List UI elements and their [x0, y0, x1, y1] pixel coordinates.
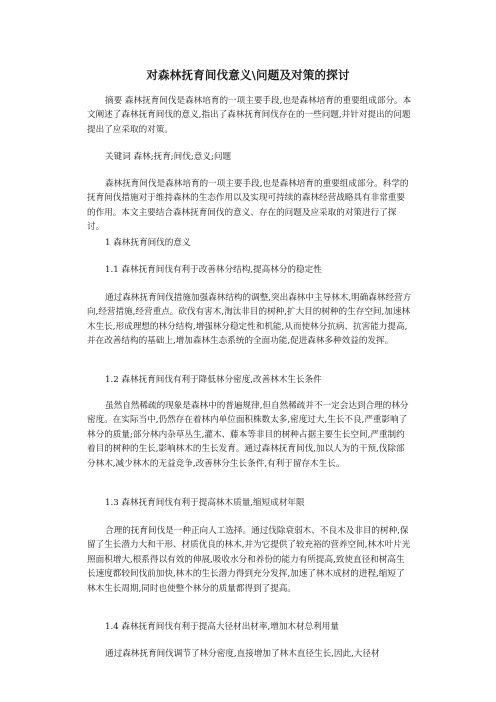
- section-1-heading: 1 森林抚育间伐的意义: [105, 238, 191, 248]
- section-1-4-heading: 1.4 森林抚育间伐有利于提高大径材出材率,增加木材总利用量: [105, 622, 339, 632]
- abstract: [87, 94, 412, 137]
- section-1-2-heading: 1.2 森林抚育间伐有利于降低林分密度,改善林木生长条件: [105, 375, 322, 385]
- section-1-1-text: 通过森林抚育间伐措施加强森林结构的调整,突出森林中主导林木,明确森林经营方向,经营措施,经营重点。砍伐有害木,淘汰非目的树种,扩大目的树种的生存空间,加速林木生长,形成理想的林分结构,增强林分稳定性和机能,从而使林分抗病、抗害能力提高,并在改善结构的基础上,增加森林生态系统的全面功能,促进森林多种效益的发挥。: [87, 293, 412, 347]
- section-1-2-body: [87, 399, 412, 471]
- section-1-3-text: 合理的抚育间伐是一种正向人工选择。通过伐除衰弱木、不良木及非目的树种,保留了生长潜力大和干形、材质优良的林木,并为它提供了较充裕的营养空间,林木叶片光照面积增大,根系得以有效的伸展,吸收水分和养份的能力有所提高,致使直径和树高生长速度都较间伐前加快,林木的生长潜力得到充分发挥,加速了林木成材的进程,缩短了林木生长周期,同时也使整个林分的质量都得到了提高。: [87, 526, 411, 594]
- document-title: 对森林抚育间伐意义\问题及对策的探讨: [146, 68, 350, 82]
- keywords-text: 关键词 森林;抚育;间伐;意义;问题: [105, 152, 232, 162]
- intro-paragraph: [87, 177, 412, 235]
- section-1-3-heading: 1.3 森林抚育间伐有利于提高林木质量,缩短成材年限: [105, 498, 305, 508]
- section-1-1-body: [87, 291, 412, 349]
- section-1-4-text: 通过森林抚育间伐调节了林分密度,直接增加了林木直径生长,因此,大径材: [105, 649, 380, 659]
- section-1-2-text: 虽然自然稀疏的现象是森林中的普遍规律,但自然稀疏并不一定会达到合理的林分密度。在实际当中,仍然存在着林内单位面积株数太多,密度过大,生长不良,严重影响了林分的质量;部分林内杂草丛生,灌木、藤本等非目的树种占据主要生长空间,严重制约着目的树种的生长,影响林木的生长发育。通过森林抚育间伐,加以人为的干预,伐除部分林木,减少林木的无益竞争,改善林分生长条件,有利于留存木生长。: [87, 401, 409, 469]
- keywords: [87, 150, 412, 164]
- section-1-1-heading: 1.1 森林抚育间伐有利于改善林分结构,提高林分的稳定性: [105, 265, 322, 275]
- abstract-text: 摘要 森林抚育间伐是森林培育的一项主要手段,也是森林培育的重要组成部分。本文阐述了森林抚育间伐的意义,指出了森林抚育间伐存在的一些问题,并针对提出的问题提出了应采取的对策。: [87, 96, 412, 135]
- intro-text: 森林抚育间伐是森林培育的一项主要手段,也是森林培育的重要组成部分。科学的抚育间伐措施对于维持森林的生态作用以及实现可持续的森林经营战略具有非常重要的作用。本文主要结合森林抚育间伐的意义、存在的问题及应采取的对策进行了探讨。: [87, 179, 409, 233]
- section-1-3-body: [87, 524, 412, 596]
- section-1-4-body: [87, 647, 412, 661]
